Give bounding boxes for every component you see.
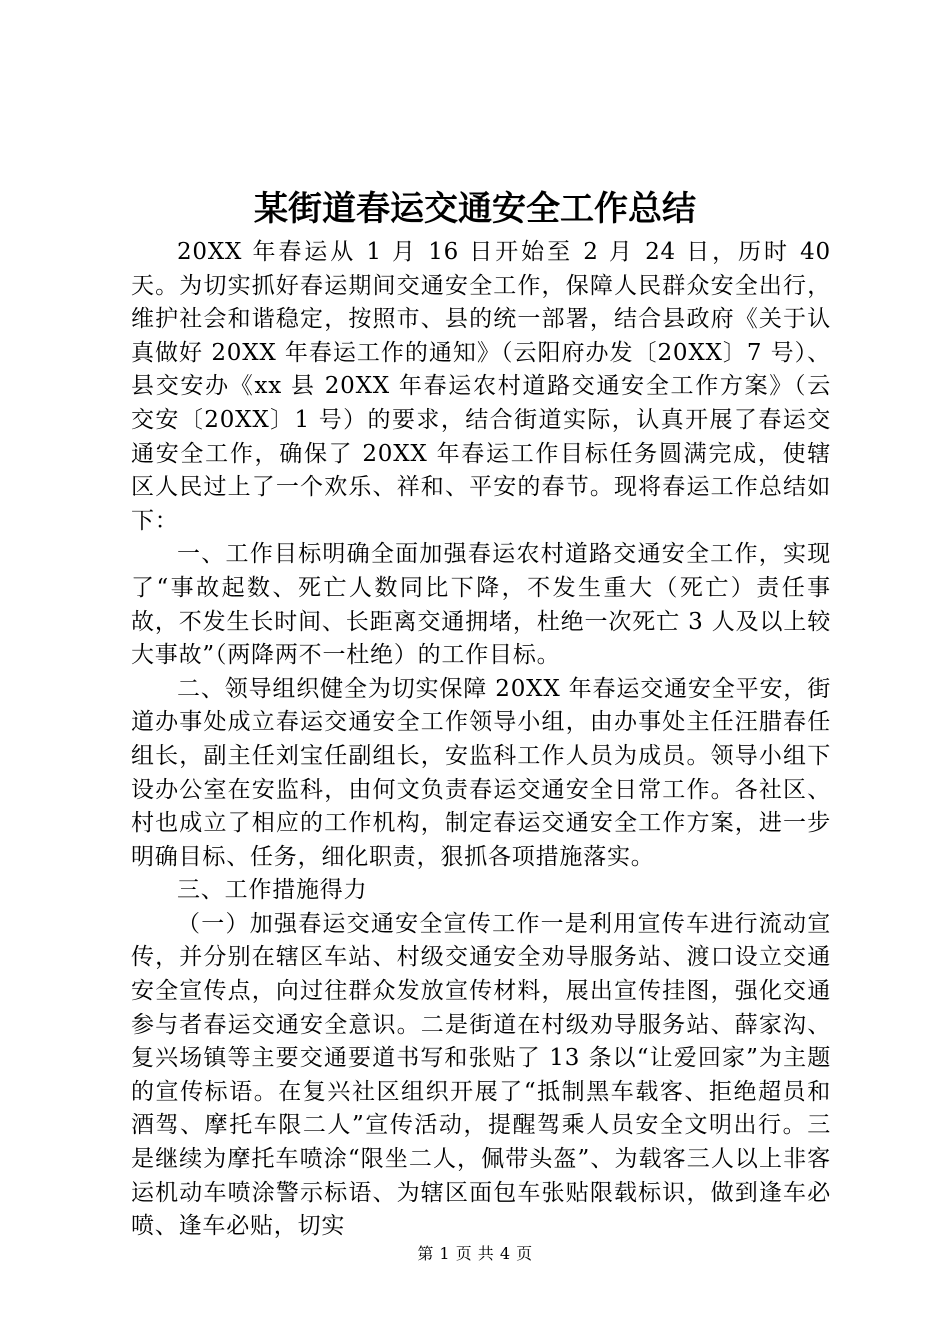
paragraph-intro: 20XX 年春运从 1 月 16 日开始至 2 月 24 日，历时 40 天。为切实抓好春运期间交通安全工作，保障人民群众安全出行，维护社会和谐稳定，按照市、县的统一部署，结合县政府《关于认真做好 20XX 年春运工作的通知》（云阳府办发〔20XX〕7 号）、县交安办《xx 县 20XX 年春运农村道路交通安全工作方案》（云交安〔20XX〕1 号）的要求，结合街道实际，认真开展了春运交通安全工作，确保了 20XX 年春运工作目标任务圆满完成，使辖区人民过上了一个欢乐、祥和、平安的春节。现将春运工作总结如下： <box>131 239 831 534</box>
page-footer: 第 1 页 共 4 页 <box>417 1244 533 1263</box>
paragraph-section-2: 二、领导组织健全为切实保障 20XX 年春运交通安全平安，街道办事处成立春运交通安全工作领导小组，由办事处主任汪腊春任组长，副主任刘宝任副组长，安监科工作人员为成员。领导小组下设办公室在安监科，由何文负责春运交通安全日常工作。各社区、村也成立了相应的工作机构，制定春运交通安全工作方案，进一步明确目标、任务，细化职责，狠抓各项措施落实。 <box>131 675 831 870</box>
paragraph-section-3-1: （一）加强春运交通安全宣传工作一是利用宣传车进行流动宣传，并分别在辖区车站、村级交通安全劝导服务站、渡口设立交通安全宣传点，向过往群众发放宣传材料，展出宣传挂图，强化交通参与者春运交通安全意识。二是街道在村级劝导服务站、薛家沟、复兴场镇等主要交通要道书写和张贴了 13 条以“让爱回家”为主题的宣传标语。在复兴社区组织开展了“抵制黑车载客、拒绝超员和酒驾、摩托车限二人”宣传活动，提醒驾乘人员安全文明出行。三是继续为摩托车喷涂“限坐二人，佩带头盔”、为载客三人以上非客运机动车喷涂警示标语、为辖区面包车张贴限载标识，做到逢车必喷、逢车必贴，切实 <box>131 910 831 1240</box>
document-title: 某街道春运交通安全工作总结 <box>254 189 696 229</box>
document-body <box>131 236 831 1244</box>
paragraph-section-3-heading: 三、工作措施得力 <box>177 877 368 904</box>
paragraph-section-1: 一、工作目标明确全面加强春运农村道路交通安全工作，实现了“事故起数、死亡人数同比下降，不发生重大（死亡）责任事故，不发生长时间、长距离交通拥堵，杜绝一次死亡 3 人及以上较大事故”（两降两不一杜绝）的工作目标。 <box>131 541 831 669</box>
